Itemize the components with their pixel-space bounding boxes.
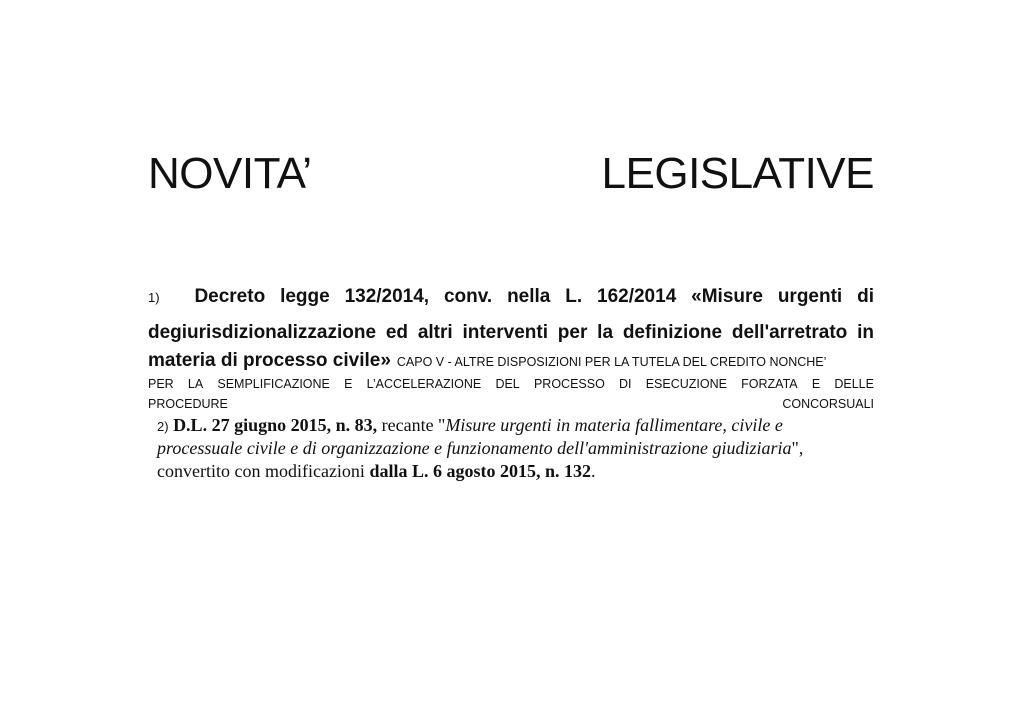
item2-line-1 <box>157 414 869 437</box>
word: in <box>857 322 874 343</box>
word: DEL <box>495 377 520 391</box>
word: 132/2014, <box>344 286 430 307</box>
item1-line-2 <box>148 320 874 348</box>
word: FORZATA <box>741 377 798 391</box>
word: LA <box>187 377 204 391</box>
word: E <box>344 377 353 391</box>
item1-line-5 <box>148 394 874 414</box>
word: interventi <box>462 322 548 343</box>
word: nella <box>507 286 551 307</box>
word: la <box>597 322 614 343</box>
word: dell'arretrato <box>731 322 848 343</box>
word: Decreto <box>194 286 266 307</box>
item1-line-1 <box>148 284 874 314</box>
item2-line-2 <box>157 437 869 460</box>
item2-close-quote: ", <box>791 438 804 458</box>
item2-number: 2) <box>157 419 169 434</box>
word: altri <box>417 322 453 343</box>
word: ed <box>385 322 409 343</box>
item2-period: . <box>590 461 596 481</box>
word: definizione <box>622 322 723 343</box>
word: «Misure <box>691 286 763 307</box>
word: DELLE <box>834 377 874 391</box>
item1-chapter: CAPO V - ALTRE DISPOSIZIONI PER LA TUTELA DEL CREDITO NONCHE’ <box>396 355 827 369</box>
item1-line-3 <box>148 348 874 374</box>
word: legge <box>280 286 330 307</box>
word: degiurisdizionalizzazione <box>148 322 377 343</box>
word: 162/2014 <box>597 286 677 307</box>
item2-title-part2: processuale civile e di organizzazione e funzionamento dell'amministrazione giudiziaria <box>157 438 792 458</box>
word: PER <box>148 377 174 391</box>
word: per <box>557 322 588 343</box>
item2-recante: recante " <box>381 415 446 435</box>
title-left: NOVITA’ <box>148 149 312 198</box>
word: E <box>811 377 821 391</box>
word: PROCESSO <box>533 377 605 391</box>
word: PROCEDURE <box>148 397 228 411</box>
item1-line-4 <box>148 374 874 394</box>
word: SEMPLIFICAZIONE <box>217 377 330 391</box>
list-item-2 <box>157 414 869 483</box>
item2-converted-law: dalla L. 6 agosto 2015, n. 132 <box>369 461 591 481</box>
item2-converted: convertito con modificazioni <box>157 461 370 481</box>
item2-title-part1: Misure urgenti in materia fallimentare, civile e <box>445 415 783 435</box>
word: di <box>857 286 874 307</box>
list-item-1 <box>148 284 874 414</box>
word: L’ACCELERAZIONE <box>366 377 482 391</box>
word: L. <box>565 286 583 307</box>
word: ESECUZIONE <box>645 377 727 391</box>
title-right: LEGISLATIVE <box>601 149 874 198</box>
word: DI <box>619 377 632 391</box>
item1-number: 1) <box>148 290 160 305</box>
word: urgenti <box>777 286 843 307</box>
item1-topic: materia di processo civile» <box>148 350 391 371</box>
item2-law-ref: D.L. 27 giugno 2015, n. 83, <box>173 415 378 435</box>
word: conv. <box>443 286 493 307</box>
word: CONCORSUALI <box>782 397 874 411</box>
slide-title <box>148 148 874 200</box>
item2-line-3 <box>157 460 869 483</box>
